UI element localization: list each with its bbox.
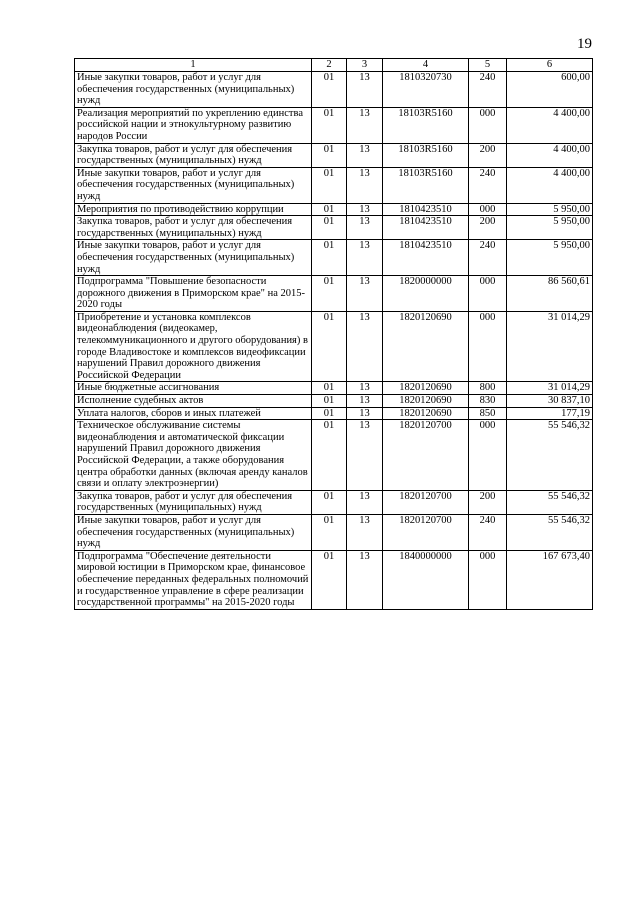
row-name: Иные закупки товаров, работ и услуг для обеспечения государственных (муниципальных) нужд (75, 167, 312, 203)
row-expense-type: 000 (469, 107, 507, 143)
row-name: Мероприятия по противодействию коррупции (75, 203, 312, 216)
row-expense-type: 240 (469, 240, 507, 276)
row-amount: 55 546,32 (507, 420, 593, 491)
header-col-1: 1 (75, 59, 312, 72)
row-target-code: 1820120690 (383, 395, 469, 408)
row-expense-type: 830 (469, 395, 507, 408)
row-section: 01 (312, 167, 347, 203)
row-target-code: 18103R5160 (383, 107, 469, 143)
row-amount: 600,00 (507, 72, 593, 108)
row-name: Подпрограмма "Обеспечение деятельности мировой юстиции в Приморском крае, финансовое обеспечение переданных федеральных полномочий и государственное управление в сфере реализации государственной программы" на 2015-2020 годы (75, 550, 312, 609)
row-expense-type: 240 (469, 514, 507, 550)
row-amount: 5 950,00 (507, 240, 593, 276)
table-row (75, 395, 593, 408)
row-target-code: 18103R5160 (383, 167, 469, 203)
row-expense-type: 240 (469, 72, 507, 108)
table-row (75, 107, 593, 143)
row-amount: 30 837,10 (507, 395, 593, 408)
row-expense-type: 800 (469, 382, 507, 395)
row-expense-type: 240 (469, 167, 507, 203)
row-name: Иные закупки товаров, работ и услуг для обеспечения государственных (муниципальных) нужд (75, 72, 312, 108)
row-section: 01 (312, 203, 347, 216)
row-expense-type: 000 (469, 203, 507, 216)
row-name: Иные закупки товаров, работ и услуг для обеспечения государственных (муниципальных) нужд (75, 240, 312, 276)
table-row (75, 216, 593, 240)
row-expense-type: 200 (469, 143, 507, 167)
table-row (75, 550, 593, 609)
row-section: 01 (312, 107, 347, 143)
row-target-code: 1820120690 (383, 382, 469, 395)
row-subsection: 13 (347, 240, 383, 276)
row-expense-type: 850 (469, 407, 507, 420)
row-amount: 31 014,29 (507, 382, 593, 395)
row-target-code: 1810423510 (383, 216, 469, 240)
row-section: 01 (312, 420, 347, 491)
row-expense-type: 200 (469, 216, 507, 240)
row-target-code: 1820120690 (383, 311, 469, 382)
row-section: 01 (312, 407, 347, 420)
row-name: Исполнение судебных актов (75, 395, 312, 408)
row-name: Уплата налогов, сборов и иных платежей (75, 407, 312, 420)
row-subsection: 13 (347, 420, 383, 491)
row-amount: 5 950,00 (507, 203, 593, 216)
row-subsection: 13 (347, 107, 383, 143)
header-col-3: 3 (347, 59, 383, 72)
row-subsection: 13 (347, 276, 383, 312)
table-row (75, 203, 593, 216)
row-amount: 167 673,40 (507, 550, 593, 609)
row-section: 01 (312, 382, 347, 395)
row-target-code: 1810423510 (383, 240, 469, 276)
table-row (75, 420, 593, 491)
row-section: 01 (312, 276, 347, 312)
row-expense-type: 000 (469, 311, 507, 382)
row-subsection: 13 (347, 490, 383, 514)
row-subsection: 13 (347, 395, 383, 408)
row-section: 01 (312, 514, 347, 550)
row-name: Техническое обслуживание системы видеонаблюдения и автоматической фиксации нарушений Правил дорожного движения Российской Федерации, а также оборудования центра обработки данных (включая аренду каналов связи и оплату электроэнергии) (75, 420, 312, 491)
row-subsection: 13 (347, 72, 383, 108)
row-amount: 5 950,00 (507, 216, 593, 240)
row-amount: 4 400,00 (507, 167, 593, 203)
row-section: 01 (312, 216, 347, 240)
row-amount: 31 014,29 (507, 311, 593, 382)
header-row (75, 59, 593, 72)
budget-table (74, 58, 593, 610)
row-section: 01 (312, 143, 347, 167)
row-subsection: 13 (347, 216, 383, 240)
row-target-code: 1820120700 (383, 490, 469, 514)
row-subsection: 13 (347, 143, 383, 167)
row-expense-type: 000 (469, 550, 507, 609)
header-col-5: 5 (469, 59, 507, 72)
row-amount: 86 560,61 (507, 276, 593, 312)
row-section: 01 (312, 550, 347, 609)
row-amount: 4 400,00 (507, 107, 593, 143)
row-subsection: 13 (347, 550, 383, 609)
table-row (75, 167, 593, 203)
row-target-code: 1810423510 (383, 203, 469, 216)
row-expense-type: 000 (469, 420, 507, 491)
table-row (75, 240, 593, 276)
table-row (75, 276, 593, 312)
row-target-code: 1820120700 (383, 514, 469, 550)
row-subsection: 13 (347, 407, 383, 420)
row-subsection: 13 (347, 167, 383, 203)
row-amount: 177,19 (507, 407, 593, 420)
row-target-code: 1840000000 (383, 550, 469, 609)
header-col-2: 2 (312, 59, 347, 72)
row-subsection: 13 (347, 311, 383, 382)
row-name: Закупка товаров, работ и услуг для обеспечения государственных (муниципальных) нужд (75, 143, 312, 167)
table-row (75, 490, 593, 514)
row-amount: 55 546,32 (507, 490, 593, 514)
row-target-code: 1820120690 (383, 407, 469, 420)
table-row (75, 407, 593, 420)
row-target-code: 1810320730 (383, 72, 469, 108)
row-name: Закупка товаров, работ и услуг для обеспечения государственных (муниципальных) нужд (75, 216, 312, 240)
row-amount: 4 400,00 (507, 143, 593, 167)
row-target-code: 18103R5160 (383, 143, 469, 167)
table-row (75, 72, 593, 108)
row-subsection: 13 (347, 203, 383, 216)
table-row (75, 311, 593, 382)
row-subsection: 13 (347, 382, 383, 395)
table-row (75, 143, 593, 167)
page-number: 19 (577, 36, 592, 52)
table-row (75, 514, 593, 550)
header-col-6: 6 (507, 59, 593, 72)
row-section: 01 (312, 240, 347, 276)
row-name: Иные бюджетные ассигнования (75, 382, 312, 395)
row-name: Иные закупки товаров, работ и услуг для обеспечения государственных (муниципальных) нужд (75, 514, 312, 550)
row-name: Закупка товаров, работ и услуг для обеспечения государственных (муниципальных) нужд (75, 490, 312, 514)
row-name: Реализация мероприятий по укреплению единства российской нации и этнокультурному развитию народов России (75, 107, 312, 143)
row-section: 01 (312, 395, 347, 408)
table-row (75, 382, 593, 395)
row-target-code: 1820120700 (383, 420, 469, 491)
row-expense-type: 200 (469, 490, 507, 514)
row-name: Приобретение и установка комплексов видеонаблюдения (видеокамер, телекоммуникационного и другого оборудования) в городе Владивостоке и комплексов видеофиксации нарушений Правил дорожного движения Российской Федерации (75, 311, 312, 382)
row-amount: 55 546,32 (507, 514, 593, 550)
header-col-4: 4 (383, 59, 469, 72)
row-name: Подпрограмма "Повышение безопасности дорожного движения в Приморском крае" на 2015-2020 годы (75, 276, 312, 312)
row-target-code: 1820000000 (383, 276, 469, 312)
row-subsection: 13 (347, 514, 383, 550)
table-body (75, 72, 593, 610)
row-section: 01 (312, 490, 347, 514)
row-expense-type: 000 (469, 276, 507, 312)
row-section: 01 (312, 311, 347, 382)
row-section: 01 (312, 72, 347, 108)
